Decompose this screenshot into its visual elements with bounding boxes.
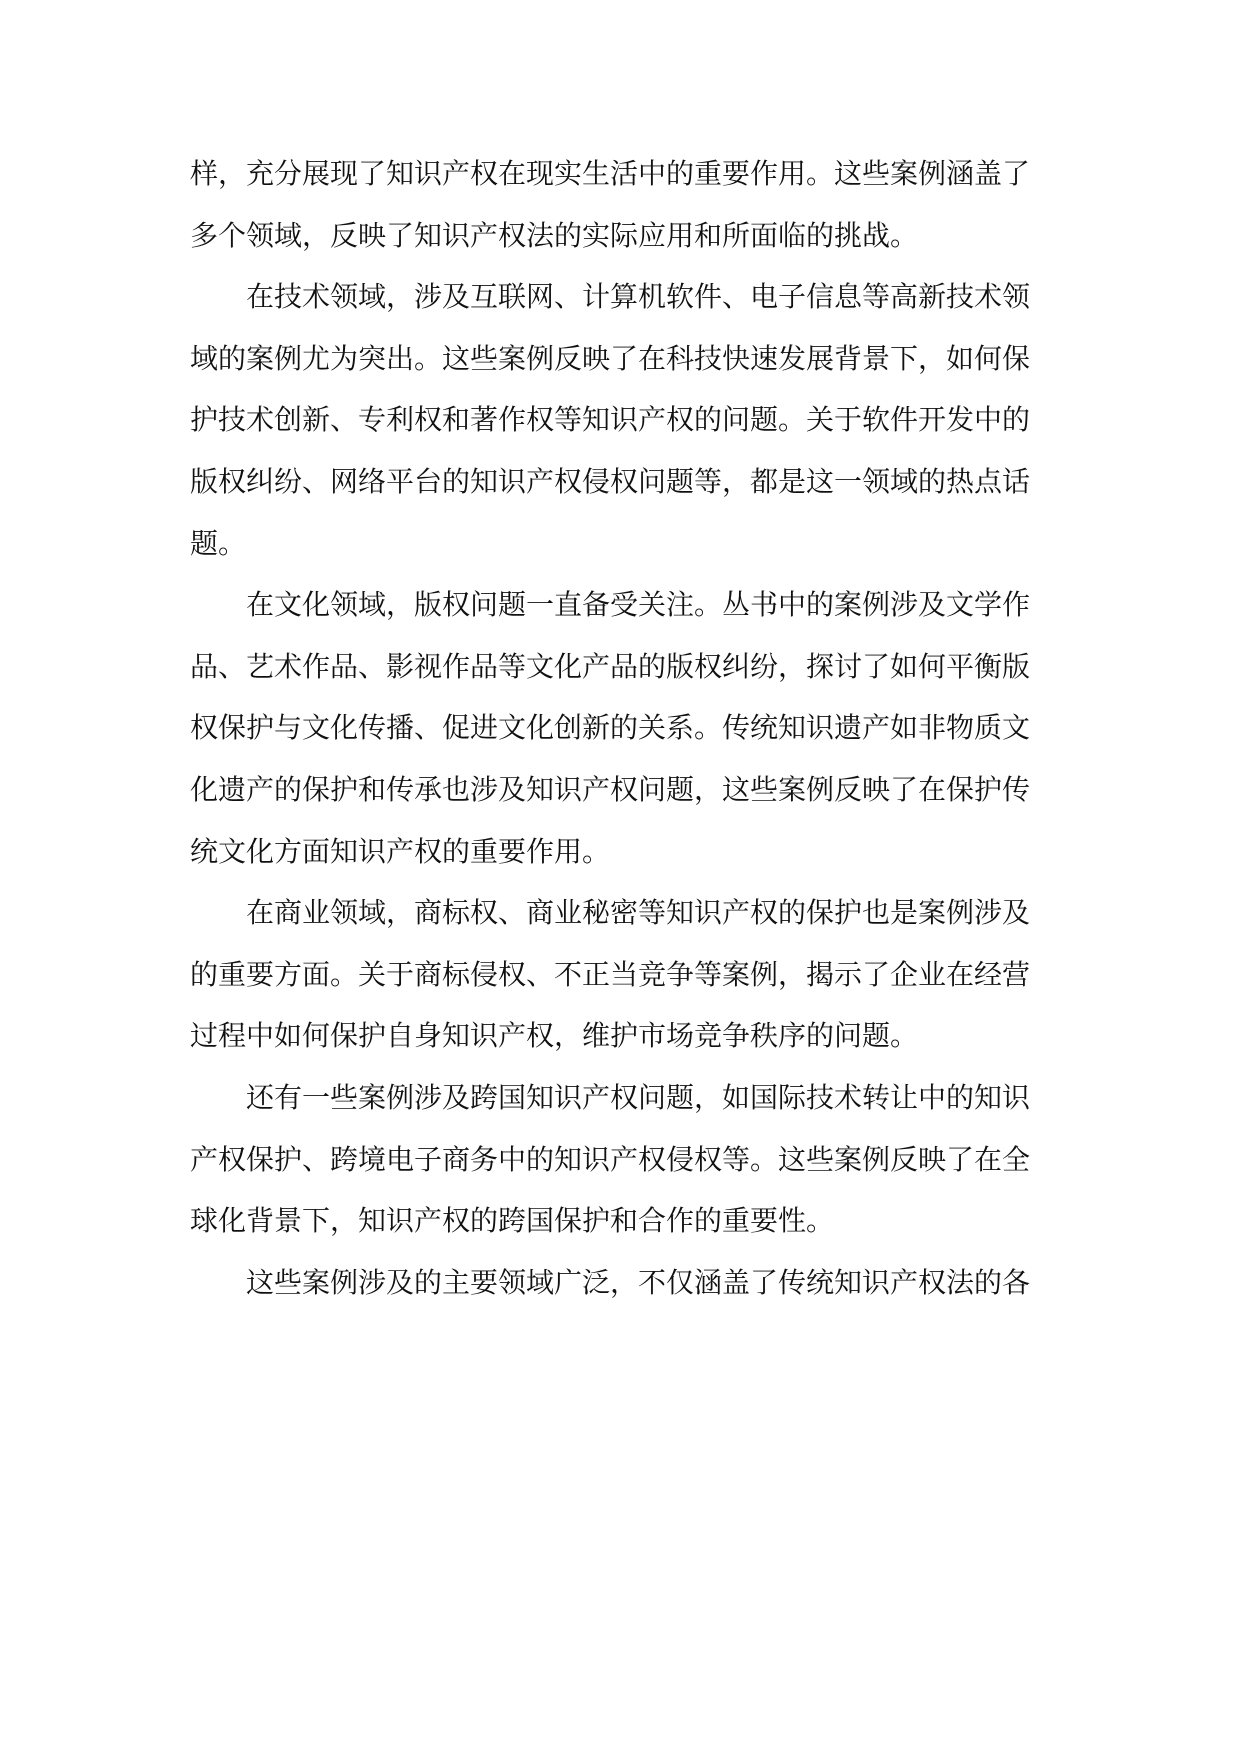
text-line: 版权纠纷、网络平台的知识产权侵权问题等，都是这一领域的热点话 [190, 464, 1031, 498]
text-line: 样，充分展现了知识产权在现实生活中的重要作用。这些案例涵盖了 [190, 157, 1031, 190]
text-line: 题。 [190, 526, 247, 560]
text-line: 多个领域，反映了知识产权法的实际应用和所面临的挑战。 [190, 218, 919, 252]
paragraph-first-line: 这些案例涉及的主要领域广泛，不仅涵盖了传统知识产权法的各 [246, 1265, 1031, 1299]
text-line: 统文化方面知识产权的重要作用。 [190, 834, 611, 868]
text-line: 权保护与文化传播、促进文化创新的关系。传统知识遗产如非物质文 [190, 711, 1031, 745]
paragraph-first-line: 还有一些案例涉及跨国知识产权问题，如国际技术转让中的知识 [246, 1080, 1031, 1114]
text-line: 的重要方面。关于商标侵权、不正当竞争等案例，揭示了企业在经营 [190, 957, 1031, 991]
text-line: 护技术创新、专利权和著作权等知识产权的问题。关于软件开发中的 [190, 403, 1031, 437]
text-line: 产权保护、跨境电子商务中的知识产权侵权等。这些案例反映了在全 [190, 1142, 1031, 1176]
paragraph-first-line: 在技术领域，涉及互联网、计算机软件、电子信息等高新技术领 [246, 280, 1031, 314]
paragraph-first-line: 在文化领域，版权问题一直备受关注。丛书中的案例涉及文学作 [246, 588, 1031, 622]
text-line: 品、艺术作品、影视作品等文化产品的版权纠纷，探讨了如何平衡版 [190, 649, 1031, 683]
paragraph-first-line: 在商业领域，商标权、商业秘密等知识产权的保护也是案例涉及 [246, 896, 1031, 930]
text-line: 域的案例尤为突出。这些案例反映了在科技快速发展背景下，如何保 [190, 341, 1031, 375]
text-line: 过程中如何保护自身知识产权，维护市场竞争秩序的问题。 [190, 1019, 919, 1053]
document-body [190, 143, 1052, 1313]
text-line: 球化背景下，知识产权的跨国保护和合作的重要性。 [190, 1204, 835, 1238]
text-line: 化遗产的保护和传承也涉及知识产权问题，这些案例反映了在保护传 [190, 772, 1031, 806]
